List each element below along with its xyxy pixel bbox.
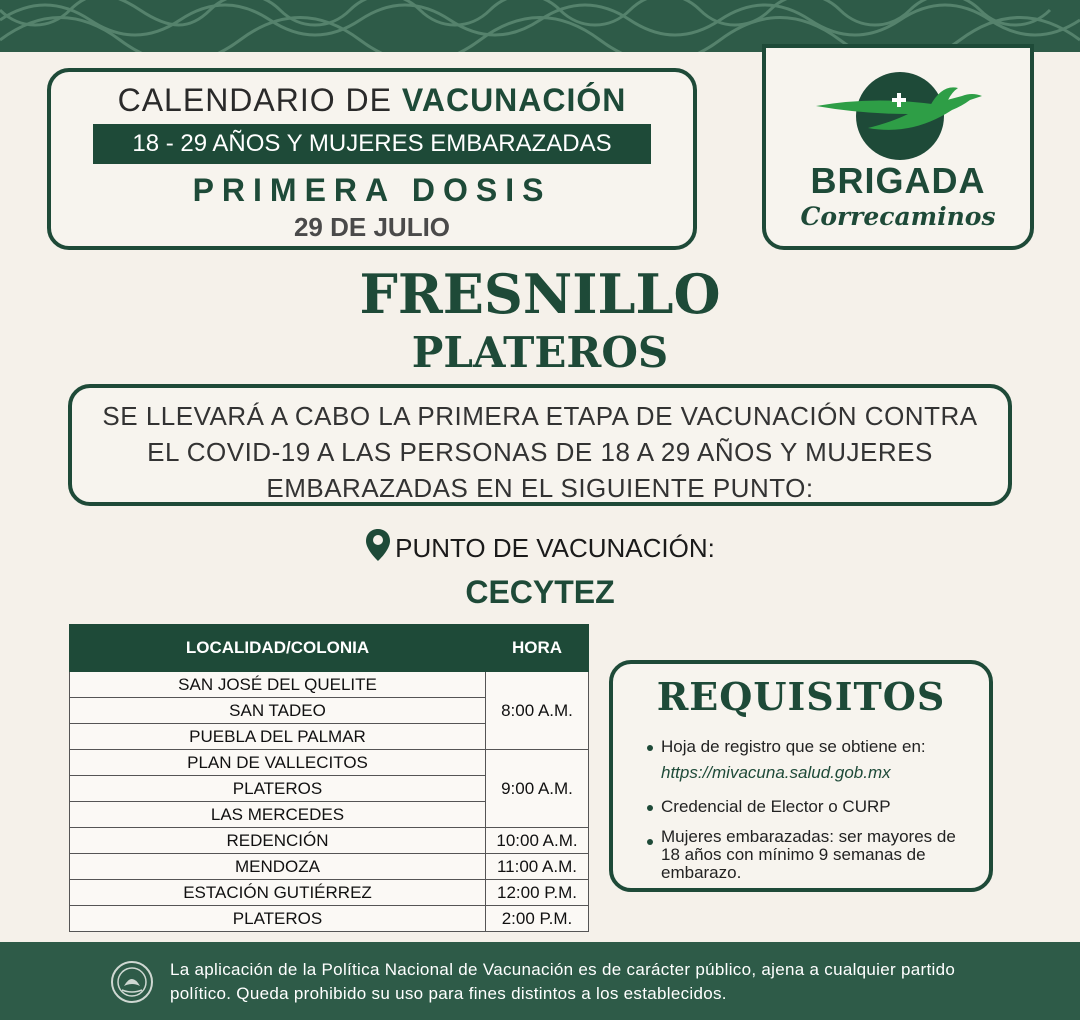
- requirement-text: Hoja de registro que se obtiene en:: [661, 737, 926, 756]
- calendar-box: [47, 68, 697, 250]
- requirement-item: [647, 794, 969, 820]
- locality-cell: PLATEROS: [70, 906, 486, 932]
- map-pin-icon: [365, 528, 391, 569]
- announcement-box: [68, 384, 1012, 506]
- requirement-item: [647, 828, 969, 882]
- vaccination-point-row: [0, 528, 1080, 569]
- calendar-title-bold: VACUNACIÓN: [401, 82, 627, 118]
- table-row: [70, 854, 589, 880]
- coat-of-arms-seal-icon: [110, 960, 154, 1009]
- footer-disclaimer: La aplicación de la Política Nacional de Vacunación es de carácter público, ajena a cualquier partido político. Queda prohibido su uso para fines distintos a los establecidos.: [170, 960, 956, 1003]
- time-cell: 9:00 A.M.: [486, 750, 589, 828]
- requirements-title: REQUISITOS: [656, 674, 946, 719]
- town-title: PLATEROS: [411, 328, 669, 377]
- requirement-item: [647, 734, 969, 786]
- calendar-title: [51, 82, 693, 119]
- calendar-title-prefix: CALENDARIO DE: [117, 82, 402, 118]
- column-header-locality: LOCALIDAD/COLONIA: [70, 625, 486, 672]
- schedule-table: [69, 624, 589, 932]
- locality-cell: SAN JOSÉ DEL QUELITE: [70, 672, 486, 698]
- age-group-band: 18 - 29 AÑOS Y MUJERES EMBARAZADAS: [93, 124, 651, 164]
- time-cell: 11:00 A.M.: [486, 854, 589, 880]
- locality-cell: ESTACIÓN GUTIÉRREZ: [70, 880, 486, 906]
- table-row: [70, 828, 589, 854]
- locality-cell: MENDOZA: [70, 854, 486, 880]
- announcement-text: SE LLEVARÁ A CABO LA PRIMERA ETAPA DE VACUNACIÓN CONTRA EL COVID-19 A LAS PERSONAS DE 18 A 29 AÑOS Y MUJERES EMBARAZADAS EN EL SIGUIENTE PUNTO:: [102, 401, 978, 503]
- brigade-subtitle: Correcaminos: [800, 202, 996, 231]
- column-header-time: HORA: [486, 625, 589, 672]
- table-row: [70, 880, 589, 906]
- table-row: [70, 672, 589, 698]
- brigade-title: BRIGADA: [810, 160, 986, 201]
- locality-cell: PLAN DE VALLECITOS: [70, 750, 486, 776]
- requirements-list: [647, 734, 969, 890]
- locality-cell: SAN TADEO: [70, 698, 486, 724]
- locality-cell: PUEBLA DEL PALMAR: [70, 724, 486, 750]
- locality-cell: LAS MERCEDES: [70, 802, 486, 828]
- date-label: 29 DE JULIO: [293, 212, 451, 242]
- vaccination-point-name: CECYTEZ: [465, 574, 615, 610]
- registration-link[interactable]: https://mivacuna.salud.gob.mx: [661, 763, 891, 782]
- table-row: [70, 750, 589, 776]
- requirement-text: Mujeres embarazadas: ser mayores de 18 años con mínimo 9 semanas de embarazo.: [661, 827, 956, 882]
- requirement-text: Credencial de Elector o CURP: [661, 797, 891, 816]
- roadrunner-logo-icon: [812, 66, 992, 167]
- vaccination-point-label: PUNTO DE VACUNACIÓN:: [395, 533, 715, 563]
- time-cell: 12:00 P.M.: [486, 880, 589, 906]
- footer: [0, 942, 1080, 1020]
- city-title: FRESNILLO: [359, 262, 721, 326]
- time-cell: 8:00 A.M.: [486, 672, 589, 750]
- brigade-box: [762, 44, 1034, 250]
- table-row: [70, 906, 589, 932]
- time-cell: 10:00 A.M.: [486, 828, 589, 854]
- table-header-row: [70, 625, 589, 672]
- dose-label: PRIMERA DOSIS: [192, 172, 552, 208]
- locality-cell: REDENCIÓN: [70, 828, 486, 854]
- locality-cell: PLATEROS: [70, 776, 486, 802]
- time-cell: 2:00 P.M.: [486, 906, 589, 932]
- requirements-box: [609, 660, 993, 892]
